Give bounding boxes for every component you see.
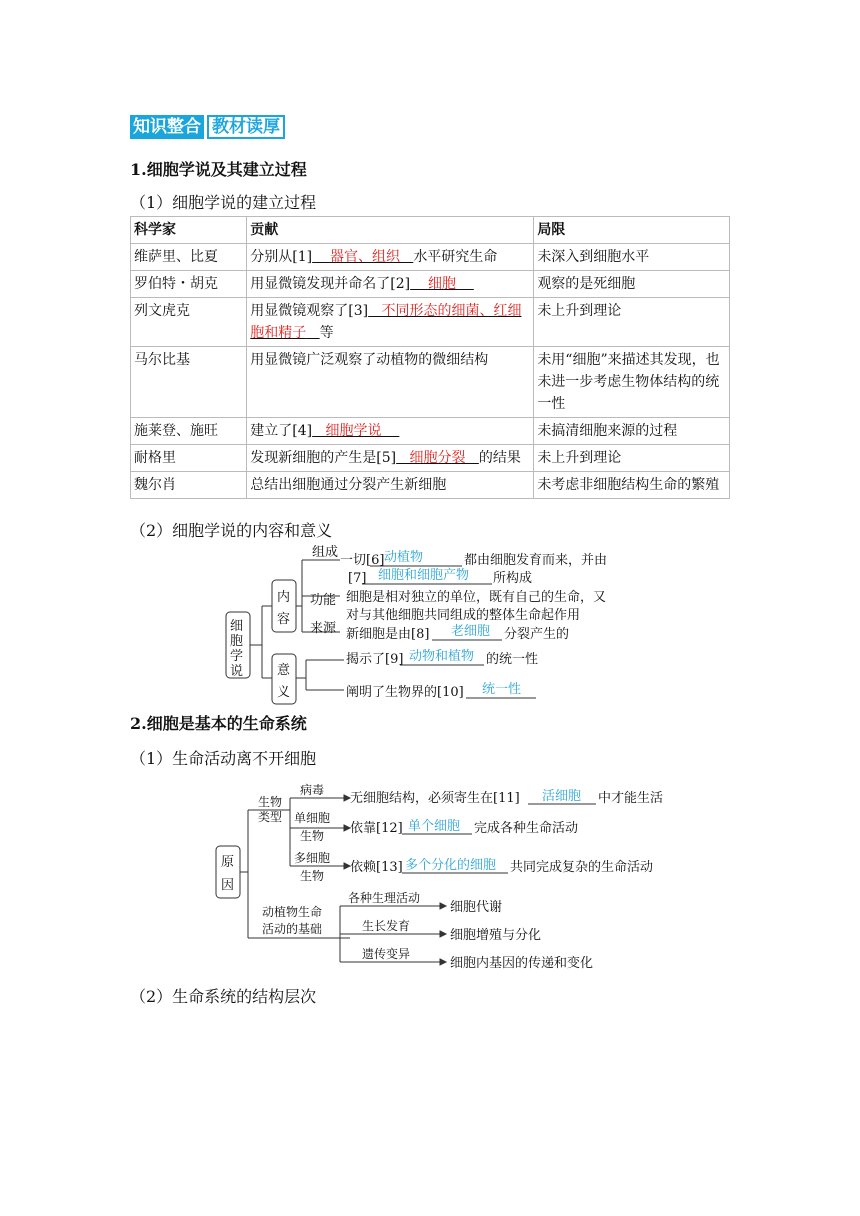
content-label-1: 内 — [277, 590, 291, 605]
text: 发现新细胞的产生是[5] — [250, 450, 397, 466]
virus-label: 病毒 — [300, 783, 325, 797]
arrow-icon — [440, 959, 446, 965]
answer-13: 多个分化的细胞 — [405, 858, 497, 873]
meaning-line-1a: 揭示了[9] — [346, 652, 404, 667]
type-label-1: 生物 — [258, 795, 283, 809]
reason-line-2b: 完成各种生命活动 — [474, 821, 579, 836]
answer-text: 器官、组织 — [329, 249, 400, 265]
activity-label-3: 遗传变异 — [362, 947, 411, 961]
answer-9: 动物和植物 — [409, 649, 475, 664]
arrow-icon — [440, 903, 446, 909]
root-label-2: 胞 — [230, 634, 244, 649]
cell-scientist: 耐格里 — [131, 445, 247, 472]
badge-right: 教材读厚 — [207, 115, 285, 139]
cell-scientist: 魏尔肖 — [131, 472, 247, 499]
basis-label-2: 活动的基础 — [262, 922, 323, 936]
section1-sub2: （2）细胞学说的内容和意义 — [130, 521, 333, 540]
answer-11: 活细胞 — [542, 789, 582, 804]
reason-label-1: 原 — [221, 855, 235, 870]
content-line-5b: 分裂产生的 — [504, 627, 570, 642]
answer-8: 老细胞 — [451, 624, 491, 639]
cell-contribution: 用显微镜广泛观察了动植物的微细结构 — [247, 347, 534, 418]
text: 建立了[4] — [250, 423, 313, 439]
content-line-4: 对与其他细胞共同组成的整体生命起作用 — [346, 608, 581, 623]
answer-7: 细胞和细胞产物 — [378, 568, 470, 583]
text: 分别从[1] — [250, 249, 313, 265]
basis-label-1: 动植物生命 — [262, 905, 323, 919]
cell-scientist: 罗伯特・胡克 — [131, 271, 247, 298]
content-line-3: 细胞是相对独立的单位，既有自己的生命，又 — [346, 590, 607, 605]
content-line-5a: 新细胞是由[8] — [346, 627, 430, 642]
reason-line-1a: 无细胞结构，必须寄生在[11] — [350, 791, 520, 806]
cell-limitation: 观察的是死细胞 — [534, 271, 730, 298]
answer-10: 统一性 — [482, 682, 522, 697]
cell-scientist: 施莱登、施旺 — [131, 418, 247, 445]
meaning-label-2: 义 — [277, 685, 291, 700]
meaning-line-2a: 阐明了生物界的[10] — [346, 685, 464, 700]
uni-label-1: 单细胞 — [294, 811, 331, 825]
header-limitation: 局限 — [534, 217, 730, 244]
result-2: 细胞增殖与分化 — [450, 928, 542, 943]
activity-label-2: 生长发育 — [362, 919, 411, 933]
multi-label-2: 生物 — [300, 869, 325, 883]
connector — [250, 606, 272, 678]
root-label-3: 学 — [230, 649, 244, 664]
reason-line-3b: 共同完成复杂的生命活动 — [510, 860, 654, 875]
multi-label-1: 多细胞 — [294, 851, 331, 865]
cell-limitation: 未深入到细胞水平 — [534, 244, 730, 271]
root-label-4: 说 — [230, 664, 244, 679]
root-label-1: 细 — [230, 619, 244, 634]
reason-line-3a: 依赖[13] — [350, 860, 403, 875]
cell-limitation: 未上升到理论 — [534, 445, 730, 472]
text: 用显微镜观察了[3] — [250, 303, 369, 319]
activity-label-1: 各种生理活动 — [348, 891, 421, 905]
meaning-label-1: 意 — [277, 663, 291, 678]
text: 等 — [319, 325, 334, 341]
zucheng-label: 组成 — [312, 545, 339, 560]
cell-limitation: 未搞清细胞来源的过程 — [534, 418, 730, 445]
content-line-2a: [7] — [348, 571, 367, 586]
content-label-2: 容 — [277, 612, 291, 627]
cell-limitation: 未考虑非细胞结构生命的繁殖 — [534, 472, 730, 499]
answer-text: 细胞 — [427, 276, 456, 292]
answer-text: 不同形态的细菌、红细胞和精子 — [250, 303, 522, 341]
type-label-2: 类型 — [258, 810, 283, 824]
section1-sub1: （1）细胞学说的建立过程 — [130, 193, 317, 212]
reason-line-2a: 依靠[12] — [350, 821, 403, 836]
cell-limitation: 未用“细胞”来描述其发现，也未进一步考虑生物体结构的统一性 — [534, 347, 730, 418]
badge-left: 知识整合 — [130, 115, 204, 139]
laiyuan-label: 来源 — [310, 621, 337, 636]
cell-scientist: 维萨里、比夏 — [131, 244, 247, 271]
answer-text: 细胞学说 — [325, 423, 382, 439]
answer-6: 动植物 — [384, 550, 424, 565]
section2-sub1: （1）生命活动离不开细胞 — [130, 749, 317, 768]
header-contribution: 贡献 — [247, 217, 534, 244]
content-line-1a: 一切[6] — [340, 553, 385, 568]
cell-contribution: 总结出细胞通过分裂产生新细胞 — [247, 472, 534, 499]
cell-limitation: 未上升到理论 — [534, 298, 730, 347]
arrow-icon — [440, 931, 446, 937]
answer-12: 单个细胞 — [408, 819, 461, 834]
reason-label-2: 因 — [221, 878, 235, 893]
answer-text: 细胞分裂 — [409, 450, 466, 466]
reason-line-1b: 中才能生活 — [598, 791, 664, 806]
text: 水平研究生命 — [413, 249, 498, 265]
connector — [296, 660, 344, 690]
meaning-line-1b: 的统一性 — [486, 652, 539, 667]
section2-sub2: （2）生命系统的结构层次 — [130, 987, 317, 1006]
result-1: 细胞代谢 — [450, 900, 503, 915]
text: 的结果 — [478, 450, 521, 466]
gongneng-label: 功能 — [310, 593, 337, 608]
uni-label-2: 生物 — [300, 829, 325, 843]
cell-scientist: 马尔比基 — [131, 347, 247, 418]
content-line-2b: 所构成 — [493, 571, 533, 586]
header-scientist: 科学家 — [131, 217, 247, 244]
content-line-1b: 都由细胞发育而来，并由 — [464, 553, 608, 568]
section2-title: 2.细胞是基本的生命系统 — [130, 714, 307, 733]
cell-scientist: 列文虎克 — [131, 298, 247, 347]
text: 用显微镜发现并命名了[2] — [250, 276, 411, 292]
section1-title: 1.细胞学说及其建立过程 — [130, 160, 307, 179]
result-3: 细胞内基因的传递和变化 — [450, 956, 594, 971]
